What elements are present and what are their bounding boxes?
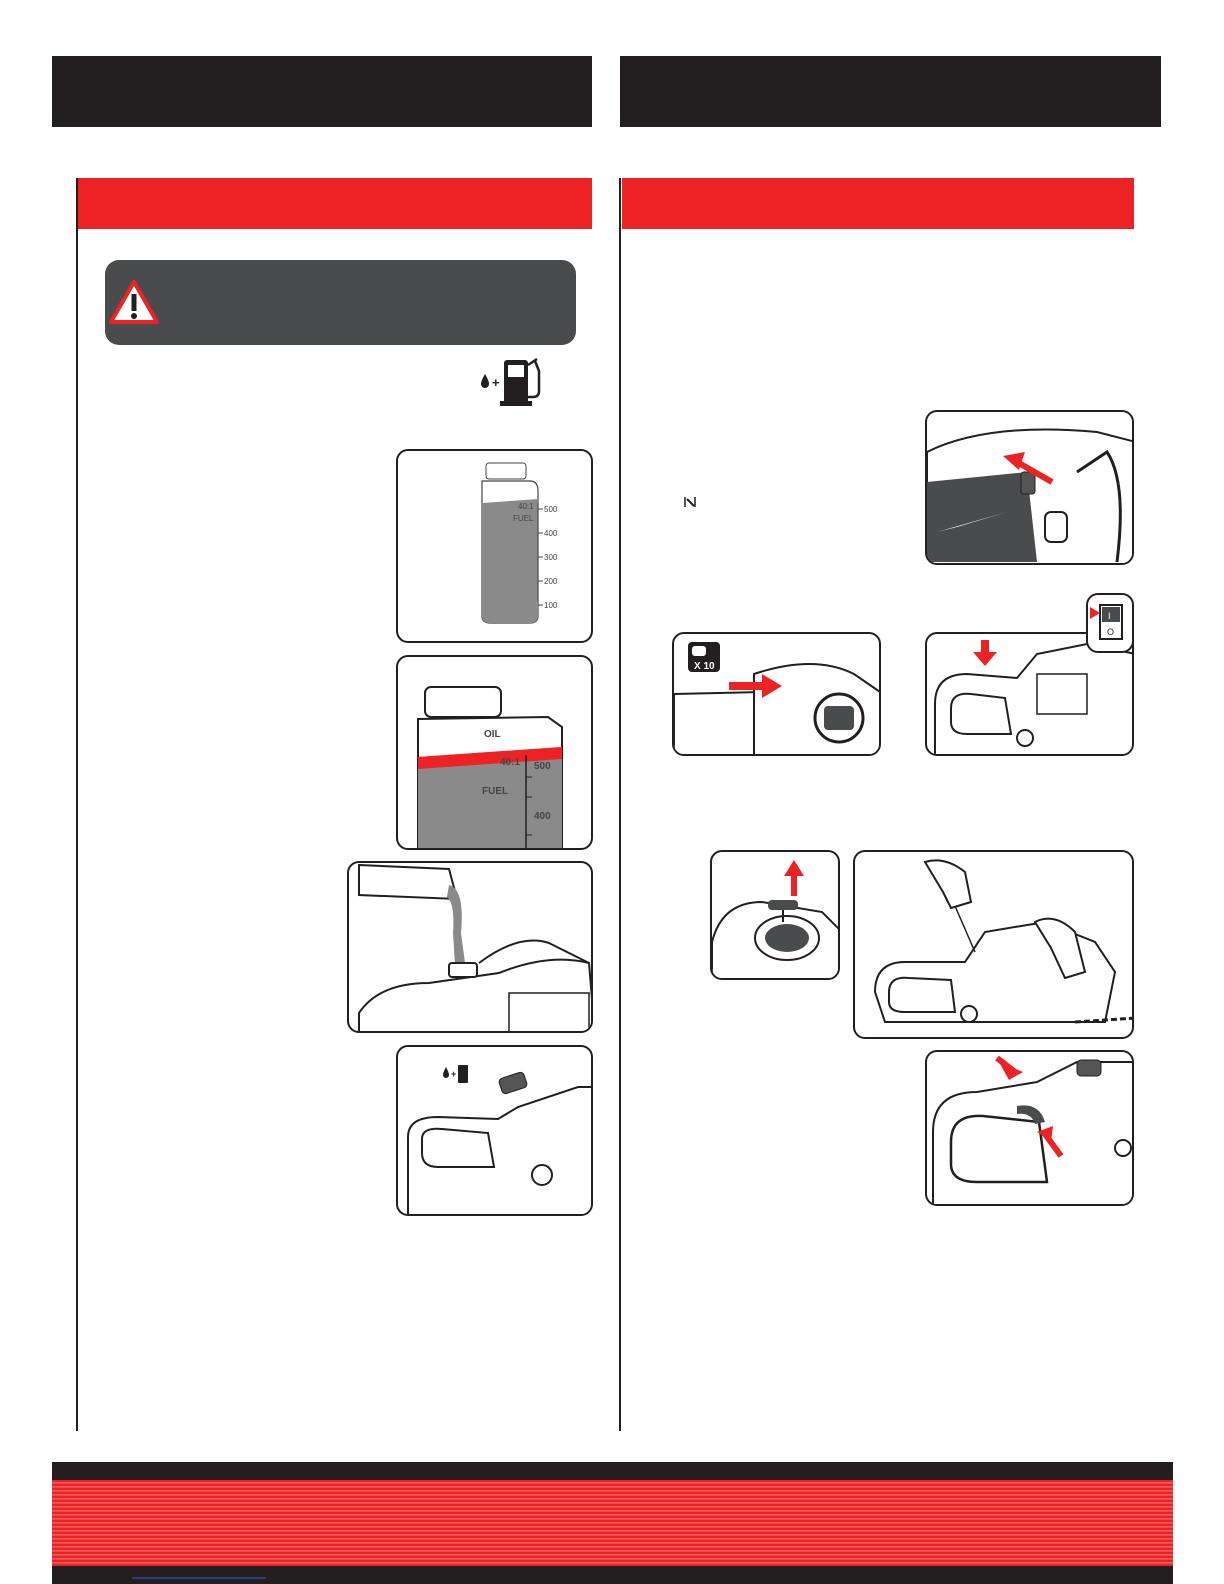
svg-text:40:1: 40:1 [518, 502, 534, 511]
oil-fuel-mix-icon [477, 357, 547, 407]
header-bar-right [620, 56, 1161, 127]
footer-band [52, 1462, 1173, 1584]
svg-text:FUEL: FUEL [513, 514, 534, 523]
svg-text:+: + [451, 1069, 457, 1079]
svg-text:OIL: OIL [484, 729, 501, 740]
figure-switch-inset [1086, 593, 1134, 653]
warning-triangle-icon [109, 280, 159, 324]
bottle-tick-label: 500 [544, 505, 558, 514]
section-bar-right [622, 178, 1134, 229]
fuel-pump-icon [500, 359, 539, 406]
svg-text:I: I [1108, 611, 1111, 621]
svg-text:500: 500 [534, 761, 551, 772]
figure-throttle-trigger [925, 1050, 1134, 1206]
figure-oil-bottle-zoom [396, 655, 593, 850]
column-rule-left [76, 178, 78, 1431]
bottle-tick-label: 100 [544, 601, 558, 610]
figure-choke [925, 410, 1134, 565]
svg-text:400: 400 [534, 811, 551, 822]
svg-text:+: + [492, 375, 500, 390]
figure-start-engine [853, 850, 1134, 1039]
svg-text:X 10: X 10 [694, 661, 715, 672]
svg-text:O: O [1107, 627, 1115, 637]
header-bar-left [52, 56, 592, 127]
svg-text:FUEL: FUEL [482, 786, 509, 797]
oil-drop-icon [481, 374, 489, 388]
figure-starter-handle [710, 850, 840, 980]
figure-primer-bulb [672, 632, 881, 756]
section-bar-left [78, 178, 592, 229]
warning-panel [105, 260, 576, 345]
figure-tank-cap [396, 1045, 593, 1216]
bottle-tick-label: 400 [544, 529, 558, 538]
choke-icon [684, 496, 696, 508]
column-rule-right [619, 178, 621, 1431]
svg-text:40:1: 40:1 [500, 757, 521, 768]
bottle-tick-label: 300 [544, 553, 558, 562]
figure-pour-fuel [347, 861, 593, 1033]
bottle-tick-label: 200 [544, 577, 558, 586]
figure-oil-bottle [396, 449, 593, 643]
